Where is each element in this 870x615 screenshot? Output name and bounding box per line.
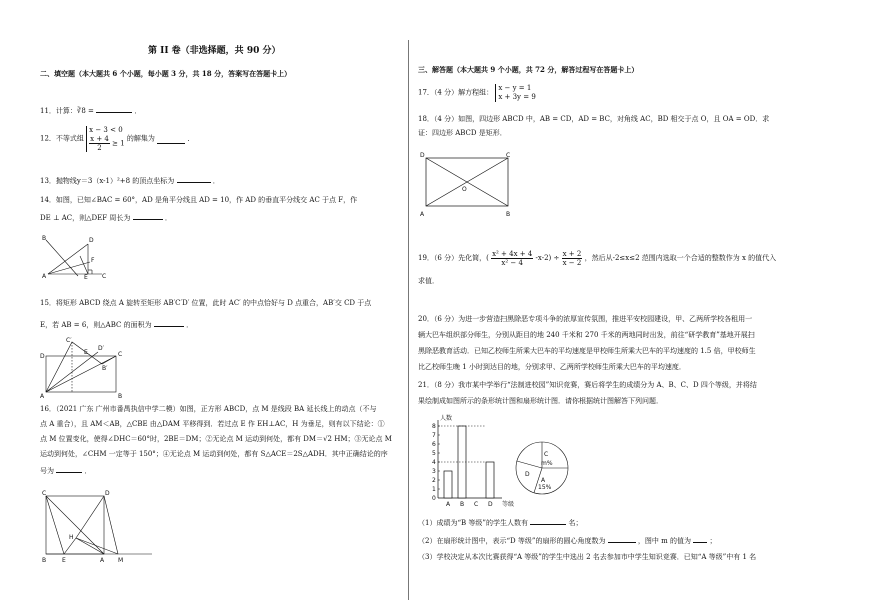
section3-heading: 三、解答题（本大题共 9 个小题，共 72 分，解答过程写在答题卡上） [418, 65, 639, 74]
question-21-line2: 果绘制成如图所示的条形统计图和扇形统计图．请你根据统计图解答下列问题． [418, 397, 663, 405]
answer-blank[interactable] [154, 318, 184, 327]
question-16-line5: 号为 ． [40, 464, 91, 477]
bar-d [486, 462, 494, 498]
question-14-line1: 14．如图，已知∠BAC = 60°，AD 是角平分线且 AD = 10，作 AD 的垂直平分线交 AC 于点 F，作 [40, 196, 358, 204]
q16-figure [42, 488, 162, 564]
x-tick-label: D [488, 501, 493, 508]
pie-label-d: D [525, 471, 530, 478]
page-title: 第 II 卷（非选择题，共 90 分） [148, 46, 281, 56]
y-axis-label: 人数 [440, 415, 453, 422]
question-17: 17．（4 分）解方程组： x − y = 1 x + 3y = 9 [418, 84, 536, 101]
q16-label-d: D [105, 490, 110, 497]
q14-label-e: E [84, 274, 88, 281]
fraction: $\frac{x + 2}{x - 2}$ [562, 250, 582, 267]
y-tick-label: 2 [432, 477, 436, 484]
bar-a [444, 471, 452, 498]
question-20-line1: 20．（6 分）为进一步营造扫黑除恶专项斗争的浓厚宣传氛围，推进平安校园建设，甲、乙两所学校各租用一 [418, 315, 753, 323]
q18-label-b: B [506, 211, 511, 218]
q16-label-c: C [42, 490, 47, 497]
y-tick-label: 1 [432, 486, 436, 493]
y-tick-label: 3 [432, 468, 436, 475]
q16-label-b: B [42, 557, 47, 564]
x-tick-label: A [446, 501, 451, 508]
q15-label-b1: B′ [102, 365, 108, 372]
answer-blank[interactable] [608, 534, 636, 543]
y-tick-label: 8 [432, 423, 436, 430]
q16-label-e: E [62, 557, 66, 564]
right-column [418, 0, 838, 615]
y-tick-label: 0 [432, 495, 436, 502]
q18-figure [420, 150, 516, 218]
question-16-line2: 点 A 重合），且 AM＜AB，△CBE 由△DAM 平移得到．若过点 E 作 EH⊥AC，H 为垂足，则有以下结论：① [40, 420, 385, 428]
question-20-line2: 辆大巴车组织部分师生，分别从距目的地 240 千米和 270 千米的两地同时出发，前往“研学教育”基地开展扫 [418, 331, 755, 339]
pie-label-m: m% [541, 460, 553, 467]
question-18-line1: 18．（4 分）如图，四边形 ABCD 中，AB = CD，AD = BC，对角线 AC，BD 相交于点 O，且 OA = OD．求 [418, 115, 770, 123]
q14-figure [42, 232, 108, 281]
q18-label-d: D [420, 152, 425, 159]
q15-label-d: D [40, 353, 45, 360]
q14-label-f: F [91, 257, 95, 264]
answer-blank[interactable] [133, 211, 163, 220]
left-column [38, 0, 398, 615]
question-20-line4: 比乙校师生晚 1 小时到达目的地，分别求甲、乙两所学校师生所乘大巴车的平均速度． [418, 363, 686, 371]
question-21-sub1: （1）成绩为“B 等级”的学生人数有 名； [418, 516, 582, 529]
q15-label-a: A [40, 393, 45, 400]
fraction: $\frac{\text{x² + 4x + 4}}{\text{x² − 4}}$ [492, 250, 533, 267]
q14-label-a: A [42, 273, 47, 280]
x-tick-label: C [474, 501, 479, 508]
question-16-line1: 16．（2021 广东 广州市番禺执信中学二模）如图，正方形 ABCD，点 M 是线段 BA 延长线上的动点（不与 [40, 405, 377, 413]
question-21-sub2: （2）在扇形统计图中，表示“D 等级”的扇形的圆心角度数为 ，图中 m 的值为 ； [418, 534, 716, 547]
q18-label-c: C [506, 152, 511, 159]
answer-blank[interactable] [693, 534, 707, 543]
q18-label-o: O [462, 186, 467, 193]
q15-label-c: C [118, 351, 123, 358]
column-divider [408, 40, 409, 600]
q15-label-c1: C′ [66, 337, 72, 344]
y-tick-label: 4 [432, 459, 436, 466]
y-tick-label: 5 [432, 450, 436, 457]
fraction: $\frac{x + 4}{2}$ [90, 135, 109, 152]
answer-blank[interactable] [96, 104, 132, 113]
q16-label-a: A [100, 557, 105, 564]
question-12: 12．不等式组 x − 3 < 0 $\frac{x + 4}{2}$ ≥ 1 的解集为 ． [40, 126, 195, 152]
question-16-line4: 运动到何处，∠CHM 一定等于 150°；④无论点 M 运动到何处，都有 S△ACE＝2S△ADH．其中正确结论的序 [40, 450, 388, 458]
q14-label-c: C [102, 273, 107, 280]
question-16-line3: 点 M 位置变化，使得∠DHC＝60°时，2BE＝DM；②无论点 M 运动到何处，都有 DM＝√2 HM；③无论点 M [40, 435, 392, 443]
question-21-line1: 21．（8 分）我市某中学举行“法制进校园”知识竞赛，赛后将学生的成绩分为 A、B、C、D 四个等级，并将结 [418, 381, 757, 389]
pie-label-a-pct: 15% [538, 484, 552, 491]
question-15-line2: E，若 AB = 6，则△ABC 的面积为 ． [40, 318, 193, 331]
bar-chart [424, 414, 524, 514]
question-13: 13．抛物线y＝3（x-1）²+8 的顶点坐标为 ． [40, 174, 220, 187]
equation-system: x − y = 1 x + 3y = 9 [495, 84, 535, 102]
y-tick-label: 6 [432, 441, 436, 448]
question-18-line2: 证：四边形 ABCD 是矩形． [418, 129, 507, 137]
pie-chart [512, 438, 572, 498]
answer-blank[interactable] [157, 135, 185, 144]
q16-label-m: M [118, 557, 124, 564]
answer-blank[interactable] [177, 174, 211, 183]
q15-label-e: E [84, 349, 88, 356]
q14-label-d: D [89, 237, 94, 244]
question-19: 19．（6 分）先化简，( $\frac{\text{x² + 4x + 4}}{\text{x² − 4}}$ -x-2) ÷ $\frac{x + 2}{x - 2}$ ，然后从-2≤x≤2 范围内选取一个合适的整数作为 x 的值代入 [418, 250, 777, 267]
q15-figure [42, 338, 124, 400]
q16-label-h: H [69, 534, 74, 541]
answer-blank[interactable] [56, 464, 82, 473]
x-tick-label: B [460, 501, 465, 508]
q15-label-b: B [118, 393, 123, 400]
question-11: 11．计算：∛8 = ． [40, 104, 141, 117]
question-15-line1: 15．将矩形 ABCD 绕点 A 旋转至矩形 AB′C′D′ 位置，此时 AC′ 的中点恰好与 D 点重合，AB′交 CD 于点 [40, 299, 372, 307]
q15-label-d1: D′ [98, 345, 104, 352]
answer-blank[interactable] [530, 516, 566, 525]
section2-heading: 二、填空题（本大题共 6 个小题，每小题 3 分，共 18 分，答案写在答题卡上） [40, 69, 292, 78]
question-20-line3: 黑除恶教育活动．已知乙校师生所乘大巴车的平均速度是甲校师生所乘大巴车的平均速度的 1.5 倍，甲校师生 [418, 347, 756, 355]
x-axis-label: 等级 [502, 501, 515, 508]
q14-label-b: B [42, 235, 47, 242]
pie-label-a: A [541, 477, 546, 484]
y-tick-label: 7 [432, 432, 436, 439]
q18-label-a: A [420, 211, 425, 218]
question-19-line2: 求值． [418, 277, 439, 285]
question-14-line2: DE ⊥ AC，则△DEF 周长为 ． [40, 211, 172, 224]
inequality-system: x − 3 < 0 $\frac{x + 4}{2}$ ≥ 1 [86, 126, 125, 152]
question-21-sub3: （3）学校决定从本次比赛获得“A 等级”的学生中选出 2 名去参加市中学生知识竞赛．已知“A 等级”中有 1 名 [418, 553, 757, 561]
pie-label-c: C [544, 451, 549, 458]
